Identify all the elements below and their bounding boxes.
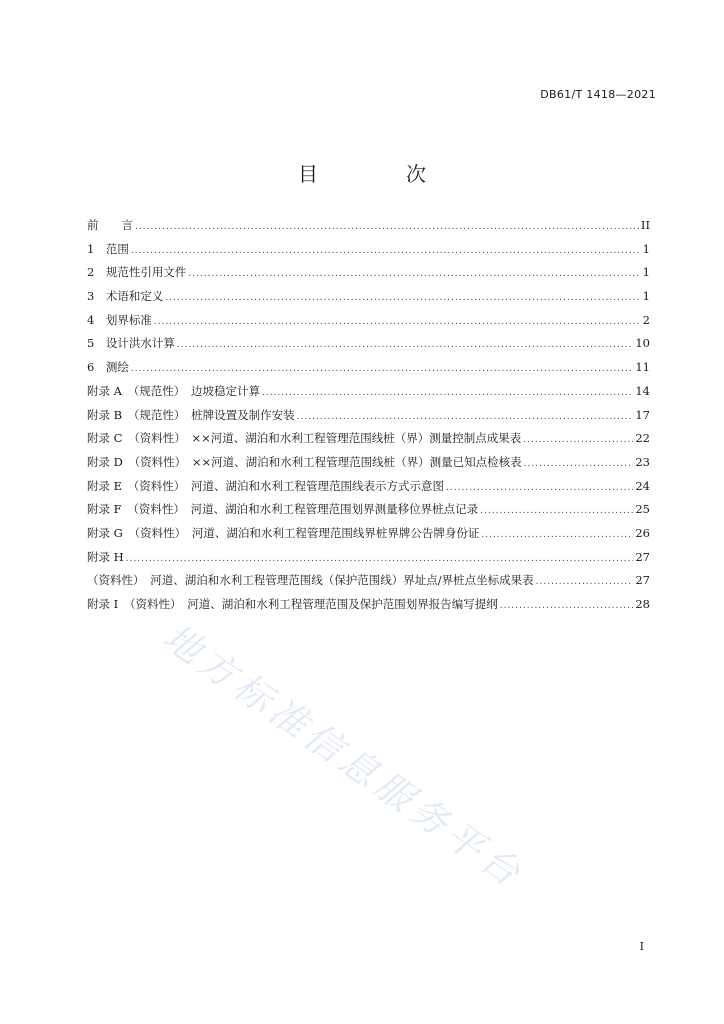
toc-entry-appendix-g[interactable] xyxy=(87,525,650,549)
toc-entry-label: 附录 C （资料性） ××河道、湖泊和水利工程管理范围线桩（界）测量控制点成果表 xyxy=(87,431,522,446)
toc-leader-dots xyxy=(524,459,634,469)
toc-entry-label: 2 规范性引用文件 xyxy=(87,265,187,280)
toc-leader-dots xyxy=(297,412,634,422)
watermark: 地方标准信息服务平台 xyxy=(155,615,533,898)
toc-entry-appendix-e[interactable] xyxy=(87,478,650,502)
toc-leader-dots xyxy=(481,530,633,540)
toc-entry-page: 22 xyxy=(635,431,650,446)
toc-entry-label: 附录 B （规范性） 桩牌设置及制作安装 xyxy=(87,407,295,422)
toc-entry-appendix-i[interactable] xyxy=(87,596,650,620)
toc-entry-2[interactable] xyxy=(87,264,650,288)
document-code: DB61/T 1418—2021 xyxy=(540,88,656,101)
toc-leader-dots xyxy=(523,435,633,445)
toc-entry-label: 附录 I （资料性） 河道、湖泊和水利工程管理范围及保护范围划界报告编写提纲 xyxy=(87,597,498,611)
toc-leader-dots xyxy=(131,246,641,256)
toc-entry-page: 11 xyxy=(635,360,650,375)
page-number: I xyxy=(639,940,644,953)
toc-entry-appendix-d[interactable] xyxy=(87,454,650,478)
toc-entry-page: 1 xyxy=(642,265,650,280)
toc-entry-page: 10 xyxy=(635,336,650,351)
toc-entry-page: 24 xyxy=(635,478,650,493)
toc-entry-foreword[interactable] xyxy=(87,217,650,241)
toc-entry-label: 附录 F （资料性） 河道、湖泊和水利工程管理范围划界测量移位界桩点记录 xyxy=(87,502,479,517)
toc-entry-appendix-c[interactable] xyxy=(87,430,650,454)
toc-entry-appendix-h[interactable] xyxy=(87,549,650,573)
toc-entry-page: 1 xyxy=(642,289,650,304)
toc-leader-dots xyxy=(165,293,640,303)
toc-leader-dots xyxy=(126,554,634,564)
toc-leader-dots xyxy=(536,577,634,587)
toc-entry-page: 26 xyxy=(635,525,650,540)
toc-entry-label: 1 范围 xyxy=(87,241,129,256)
toc-entry-label: 附录 D （资料性） ××河道、湖泊和水利工程管理范围线桩（界）测量已知点检核表 xyxy=(87,454,522,469)
toc-entry-page: 14 xyxy=(635,383,650,398)
toc-leader-dots xyxy=(500,601,634,611)
toc-entry-page: 25 xyxy=(635,502,650,517)
toc-entry-page: 27 xyxy=(635,573,650,588)
toc-entry-page: 1 xyxy=(642,241,650,256)
toc-entry-appendix-b[interactable] xyxy=(87,407,650,431)
toc-entry-appendix-h-title[interactable] xyxy=(87,572,650,596)
toc-entry-label: 前 言 xyxy=(87,218,133,232)
toc-entry-page: 2 xyxy=(642,312,650,327)
toc-leader-dots xyxy=(480,506,633,516)
toc-entry-label: 附录 A （规范性） 边坡稳定计算 xyxy=(87,383,260,398)
toc-entry-page: 17 xyxy=(635,407,650,422)
toc-entry-page: II xyxy=(640,218,650,232)
toc-leader-dots xyxy=(446,483,633,493)
toc-entry-6[interactable] xyxy=(87,359,650,383)
toc-entry-label: 4 划界标准 xyxy=(87,312,152,327)
toc-entry-page: 28 xyxy=(635,597,650,611)
toc-leader-dots xyxy=(154,317,641,327)
toc-leader-dots xyxy=(177,340,634,350)
toc-leader-dots xyxy=(262,388,633,398)
toc-entry-label: 3 术语和定义 xyxy=(87,289,164,304)
page-title: 目 次 xyxy=(298,162,460,186)
toc-entry-1[interactable] xyxy=(87,241,650,265)
toc-entry-label: 5 设计洪水计算 xyxy=(87,336,175,351)
toc-entry-label: 附录 H xyxy=(87,549,124,564)
toc-entry-page: 23 xyxy=(635,454,650,469)
toc-entry-label: 6 测绘 xyxy=(87,360,129,375)
toc-entry-5[interactable] xyxy=(87,335,650,359)
toc-leader-dots xyxy=(135,222,639,232)
table-of-contents xyxy=(87,217,650,620)
toc-entry-appendix-a[interactable] xyxy=(87,383,650,407)
toc-entry-4[interactable] xyxy=(87,312,650,336)
toc-entry-label: 附录 E （资料性） 河道、湖泊和水利工程管理范围线表示方式示意图 xyxy=(87,478,445,493)
toc-entry-page: 27 xyxy=(635,549,650,564)
toc-entry-appendix-f[interactable] xyxy=(87,501,650,525)
toc-entry-label: 附录 G （资料性） 河道、湖泊和水利工程管理范围线界桩界牌公告牌身份证 xyxy=(87,525,480,540)
toc-entry-label: （资料性） 河道、湖泊和水利工程管理范围线（保护范围线）界址点/界桩点坐标成果表 xyxy=(87,573,534,588)
toc-leader-dots xyxy=(131,364,634,374)
toc-entry-3[interactable] xyxy=(87,288,650,312)
toc-leader-dots xyxy=(188,269,640,279)
